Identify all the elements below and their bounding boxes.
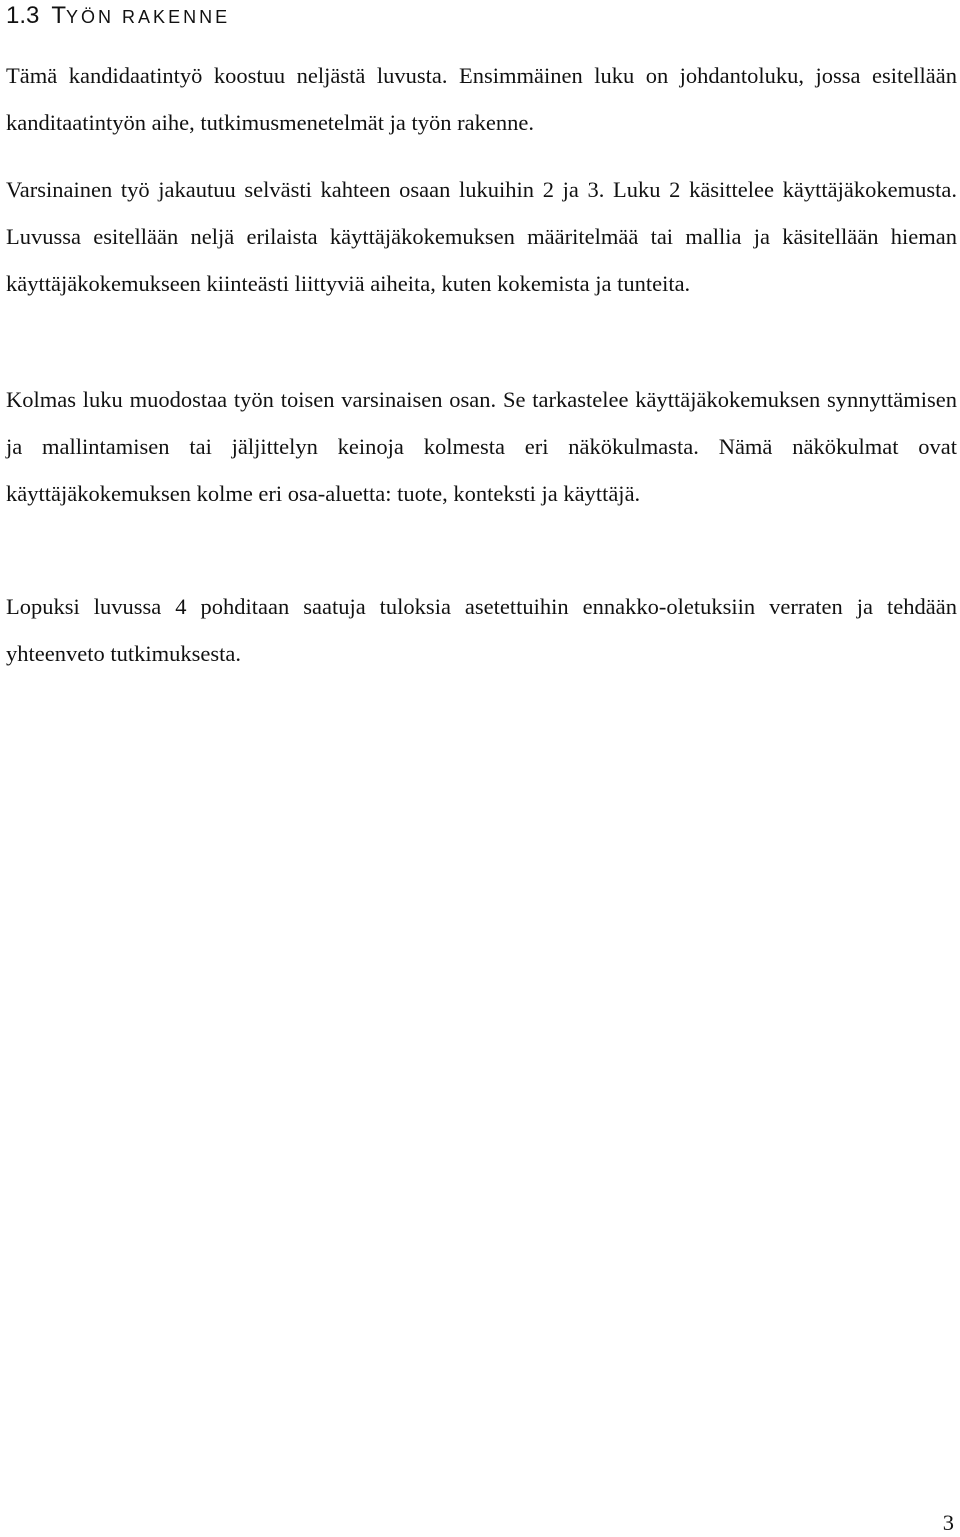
section-heading xyxy=(6,0,230,33)
paragraph-intro: Tämä kandidaatintyö koostuu neljästä luvusta. Ensimmäinen luku on johdantoluku, jossa esitellään kanditaatintyön aihe, tutkimusmenetelmät ja työn rakenne. xyxy=(6,63,957,135)
paragraph-conclusion: Lopuksi luvussa 4 pohditaan saatuja tuloksia asetettuihin ennakko-oletuksiin verraten ja tehdään yhteenveto tutkimuksesta. xyxy=(6,594,957,666)
section-number: 1.3 xyxy=(6,2,40,29)
section-title-initial: T xyxy=(51,2,67,29)
paragraph-chapter-3: Kolmas luku muodostaa työn toisen varsinaisen osan. Se tarkastelee käyttäjäkokemuksen synnyttämisen ja mallintamisen tai jäljittelyn keinoja kolmesta eri näkökulmasta. Nämä näkökulmat ovat käyttäjäkokemuksen kolme eri osa-aluetta: tuote, konteksti ja käyttäjä. xyxy=(6,387,957,506)
paragraph-chapter-2: Varsinainen työ jakautuu selvästi kahteen osaan lukuihin 2 ja 3. Luku 2 käsittelee käyttäjäkokemusta. Luvussa esitellään neljä erilaista käyttäjäkokemuksen määritelmää tai mallia ja käsitellään hieman käyttäjäkokemukseen kiinteästi liittyviä aiheita, kuten kokemista ja tunteita. xyxy=(6,177,957,296)
page-number: 3 xyxy=(942,1510,954,1535)
section-title-rest: YÖN RAKENNE xyxy=(66,7,231,27)
